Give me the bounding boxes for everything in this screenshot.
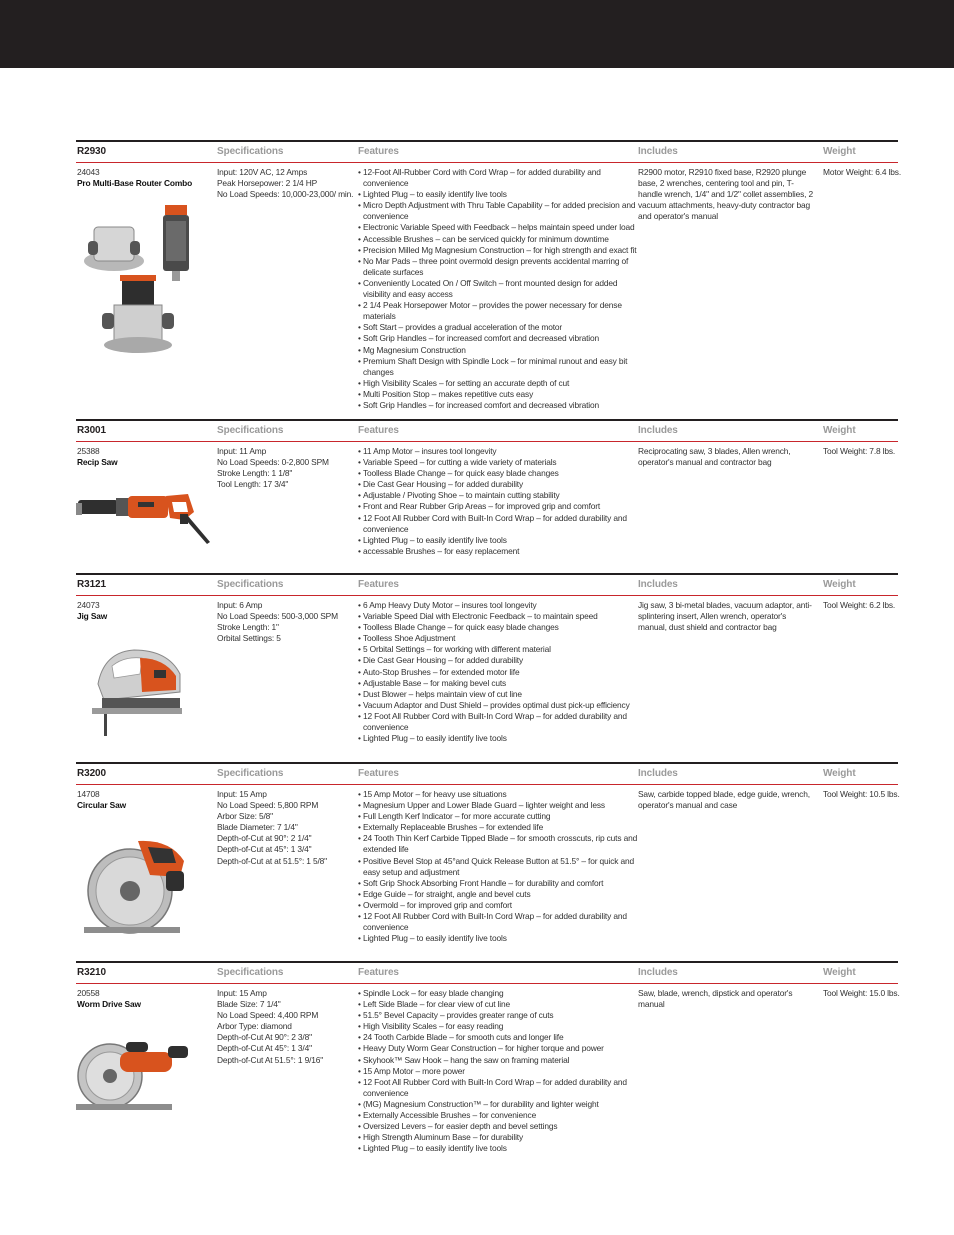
- feature-item: • Auto-Stop Brushes – for extended motor life: [358, 667, 643, 678]
- feature-item: • accessable Brushes – for easy replacement: [358, 546, 643, 557]
- feature-item: • Vacuum Adaptor and Dust Shield – provides optimal dust pick-up efficiency: [358, 700, 643, 711]
- feature-item: • 6 Amp Heavy Duty Motor – insures tool longevity: [358, 600, 643, 611]
- feature-item: • Multi Position Stop – makes repetitive cuts easy: [358, 389, 643, 400]
- features-heading: Features: [358, 425, 399, 436]
- section-header: [76, 140, 898, 163]
- feature-item: • No Mar Pads – three point overmold design prevents accidental marring of delicate surfaces: [358, 256, 643, 278]
- spec-item: Depth-of-Cut At 90°: 2 3/8": [217, 1032, 312, 1043]
- feature-item: • Toolless Blade Change – for quick easy blade changes: [358, 622, 643, 633]
- product-section-r3200: [76, 762, 900, 944]
- feature-item: • Variable Speed – for cutting a wide variety of materials: [358, 457, 643, 468]
- product-section-r3001: [76, 419, 898, 556]
- feature-item: • Toolless Blade Change – for quick easy blade changes: [358, 468, 643, 479]
- feature-item: • Oversized Levers – for easier depth and bevel settings: [358, 1121, 643, 1132]
- product-name: Jig Saw: [77, 611, 108, 622]
- spec-item: No Load Speeds: 0-2,800 SPM: [217, 457, 329, 468]
- spec-item: Tool Length: 17 3/4": [217, 479, 289, 490]
- spec-item: No Load Speed: 5,800 RPM: [217, 800, 319, 811]
- feature-item: • Toolless Shoe Adjustment: [358, 633, 643, 644]
- feature-item: • Conveniently Located On / Off Switch – front mounted design for added visibility and easy access: [358, 278, 643, 300]
- features-heading: Features: [358, 146, 399, 157]
- feature-item: • Electronic Variable Speed with Feedback – helps maintain speed under load: [358, 222, 643, 233]
- model-number: R3001: [77, 425, 106, 436]
- worm-drive-saw-image: [76, 1032, 192, 1114]
- feature-item: • Full Length Kerf Indicator – for more accurate cutting: [358, 811, 643, 822]
- product-name: Circular Saw: [77, 800, 126, 811]
- spec-item: No Load Speeds: 500-3,000 SPM: [217, 611, 338, 622]
- feature-item: • Overmold – for improved grip and comfort: [358, 900, 643, 911]
- features-list: [358, 167, 643, 411]
- section-header: [76, 419, 898, 442]
- feature-item: • 12 Foot All Rubber Cord with Built-In Cord Wrap – for added durability and convenience: [358, 911, 643, 933]
- spec-item: Orbital Settings: 5: [217, 633, 281, 644]
- feature-item: • 12 Foot All Rubber Cord with Built-In Cord Wrap – for added durability and convenience: [358, 1077, 643, 1099]
- model-number: R2930: [77, 146, 106, 157]
- includes-heading: Includes: [638, 768, 678, 779]
- feature-item: • Soft Grip Shock Absorbing Front Handle – for durability and comfort: [358, 878, 643, 889]
- spec-item: Depth-of-Cut At 51.5°: 1 9/16": [217, 1054, 324, 1065]
- weight-heading: Weight: [823, 425, 856, 436]
- includes-text: Saw, blade, wrench, dipstick and operator's manual: [638, 988, 793, 1010]
- product-section-r2930: [76, 140, 902, 410]
- specifications-list: [217, 167, 355, 200]
- product-id-column: [77, 600, 212, 622]
- router-combo-image: [80, 201, 198, 361]
- spec-item: Stroke Length: 1": [217, 622, 279, 633]
- section-header: [76, 961, 898, 984]
- jig-saw-image: [84, 644, 188, 738]
- weight-text: Tool Weight: 15.0 lbs.: [823, 988, 900, 998]
- specifications-heading: Specifications: [217, 967, 284, 978]
- feature-item: • Front and Rear Rubber Grip Areas – for improved grip and comfort: [358, 501, 643, 512]
- product-id-column: [77, 988, 212, 1010]
- circular-saw-image: [80, 831, 192, 943]
- spec-item: Input: 120V AC, 12 Amps: [217, 167, 308, 177]
- weight-heading: Weight: [823, 967, 856, 978]
- feature-item: • Adjustable / Pivoting Shoe – to maintain cutting stability: [358, 490, 643, 501]
- feature-item: • Precision Milled Mg Magnesium Construction – for high strength and exact fit: [358, 245, 643, 256]
- feature-item: • Variable Speed Dial with Electronic Feedback – to maintain speed: [358, 611, 643, 622]
- spec-item: Peak Horsepower: 2 1/4 HP: [217, 178, 318, 189]
- feature-item: • 51.5° Bevel Capacity – provides greater range of cuts: [358, 1010, 643, 1021]
- includes-heading: Includes: [638, 967, 678, 978]
- features-heading: Features: [358, 579, 399, 590]
- feature-item: • 15 Amp Motor – more power: [358, 1066, 643, 1077]
- feature-item: • Spindle Lock – for easy blade changing: [358, 988, 643, 999]
- sku-number: 20558: [77, 988, 100, 998]
- feature-item: • High Visibility Scales – for easy reading: [358, 1021, 643, 1032]
- spec-item: Depth-of-Cut at at 51.5°: 1 5/8": [217, 855, 327, 866]
- model-number: R3200: [77, 768, 106, 779]
- weight-text: Tool Weight: 6.2 lbs.: [823, 600, 896, 610]
- product-id-column: [77, 167, 212, 189]
- specifications-heading: Specifications: [217, 425, 284, 436]
- weight-text: Tool Weight: 7.8 lbs.: [823, 446, 896, 456]
- model-number: R3121: [77, 579, 106, 590]
- product-section-r3210: [76, 961, 900, 1154]
- product-name: Recip Saw: [77, 457, 118, 468]
- spec-item: Input: 11 Amp: [217, 446, 267, 456]
- feature-item: • Die Cast Gear Housing – for added durability: [358, 655, 643, 666]
- spec-item: Depth-of-Cut at 90°: 2 1/4": [217, 833, 312, 844]
- feature-item: • Premium Shaft Design with Spindle Lock – for minimal runout and easy bit changes: [358, 356, 643, 378]
- sku-number: 24043: [77, 167, 100, 177]
- includes-heading: Includes: [638, 579, 678, 590]
- feature-item: • Adjustable Base – for making bevel cuts: [358, 678, 643, 689]
- feature-item: • Left Side Blade – for clear view of cut line: [358, 999, 643, 1010]
- specifications-list: [217, 446, 355, 490]
- feature-item: • Dust Blower – helps maintain view of cut line: [358, 689, 643, 700]
- model-number: R3210: [77, 967, 106, 978]
- feature-item: • Lighted Plug – to easily identify live tools: [358, 535, 643, 546]
- features-heading: Features: [358, 768, 399, 779]
- spec-item: Input: 15 Amp: [217, 988, 267, 998]
- feature-item: • 5 Orbital Settings – for working with different material: [358, 644, 643, 655]
- feature-item: • Micro Depth Adjustment with Thru Table Capability – for added precision and convenience: [358, 200, 643, 222]
- sku-number: 25388: [77, 446, 100, 456]
- includes-heading: Includes: [638, 146, 678, 157]
- feature-item: • Heavy Duty Worm Gear Construction – for higher torque and power: [358, 1043, 643, 1054]
- features-list: [358, 446, 643, 557]
- feature-item: • (MG) Magnesium Construction™ – for durability and lighter weight: [358, 1099, 643, 1110]
- includes-text: Reciprocating saw, 3 blades, Allen wrench, operator's manual and contractor bag: [638, 446, 791, 468]
- sku-number: 14708: [77, 789, 100, 799]
- section-header: [76, 762, 898, 785]
- feature-item: • 12-Foot All-Rubber Cord with Cord Wrap – for added durability and convenience: [358, 167, 643, 189]
- spec-item: Depth-of-Cut At 45°: 1 3/4": [217, 1043, 312, 1054]
- feature-item: • Externally Accessible Brushes – for convenience: [358, 1110, 643, 1121]
- feature-item: • Lighted Plug – to easily identify live tools: [358, 733, 643, 744]
- spec-item: Arbor Type: diamond: [217, 1021, 292, 1032]
- product-name: Pro Multi-Base Router Combo: [77, 178, 193, 189]
- spec-item: Input: 6 Amp: [217, 600, 263, 610]
- spec-item: Depth-of-Cut at 45°: 1 3/4": [217, 844, 312, 855]
- feature-item: • Lighted Plug – to easily identify live tools: [358, 1143, 643, 1154]
- includes-text: R2900 motor, R2910 fixed base, R2920 plunge base, 2 wrenches, centering tool and pin, T-handle wrench, 1/4" and 1/2" collet assemblies, 2 vacuum attachments, heavy-duty contractor bag and operator's manual: [638, 167, 814, 222]
- feature-item: • Magnesium Upper and Lower Blade Guard – lighter weight and less: [358, 800, 643, 811]
- feature-item: • Soft Start – provides a gradual acceleration of the motor: [358, 322, 643, 333]
- recip-saw-image: [76, 490, 214, 552]
- features-list: [358, 988, 643, 1154]
- features-list: [358, 789, 643, 944]
- specifications-heading: Specifications: [217, 768, 284, 779]
- feature-item: • 24 Tooth Thin Kerf Carbide Tipped Blade – for smooth crosscuts, rip cuts and extended life: [358, 833, 643, 855]
- feature-item: • Lighted Plug – to easily identify live tools: [358, 189, 643, 200]
- specifications-heading: Specifications: [217, 146, 284, 157]
- feature-item: • 2 1/4 Peak Horsepower Motor – provides the power necessary for dense materials: [358, 300, 643, 322]
- specifications-list: [217, 600, 355, 644]
- product-name: Worm Drive Saw: [77, 999, 141, 1010]
- specifications-list: [217, 789, 355, 867]
- sku-number: 24073: [77, 600, 100, 610]
- feature-item: • 12 Foot All Rubber Cord with Built-In Cord Wrap – for added durability and convenience: [358, 513, 643, 535]
- feature-item: • Lighted Plug – to easily identify live tools: [358, 933, 643, 944]
- spec-item: Blade Diameter: 7 1/4": [217, 822, 298, 833]
- feature-item: • Externally Replaceable Brushes – for extended life: [358, 822, 643, 833]
- product-section-r3121: [76, 573, 898, 744]
- spec-item: No Load Speed: 4,400 RPM: [217, 1010, 319, 1021]
- feature-item: • Die Cast Gear Housing – for added durability: [358, 479, 643, 490]
- feature-item: • High Strength Aluminum Base – for durability: [358, 1132, 643, 1143]
- feature-item: • 12 Foot All Rubber Cord with Built-In Cord Wrap – for added durability and convenience: [358, 711, 643, 733]
- spec-item: Blade Size: 7 1/4": [217, 999, 281, 1010]
- feature-item: • Edge Guide – for straight, angle and bevel cuts: [358, 889, 643, 900]
- includes-text: Jig saw, 3 bi-metal blades, vacuum adaptor, anti-splintering insert, Allen wrench, operator's manual, dust shield and contractor bag: [638, 600, 812, 633]
- feature-item: • 24 Tooth Carbide Blade – for smooth cuts and longer life: [358, 1032, 643, 1043]
- product-id-column: [77, 446, 212, 468]
- specifications-heading: Specifications: [217, 579, 284, 590]
- feature-item: • Accessible Brushes – can be serviced quickly for minimum downtime: [358, 234, 643, 245]
- spec-item: Arbor Size: 5/8": [217, 811, 273, 822]
- weight-heading: Weight: [823, 146, 856, 157]
- weight-text: Tool Weight: 10.5 lbs.: [823, 789, 900, 799]
- product-id-column: [77, 789, 212, 811]
- feature-item: • Skyhook™ Saw Hook – hang the saw on framing material: [358, 1055, 643, 1066]
- feature-item: • High Visibility Scales – for setting an accurate depth of cut: [358, 378, 643, 389]
- feature-item: • Mg Magnesium Construction: [358, 345, 643, 356]
- top-banner: [0, 0, 954, 68]
- feature-item: • 15 Amp Motor – for heavy use situations: [358, 789, 643, 800]
- section-header: [76, 573, 898, 596]
- spec-item: Input: 15 Amp: [217, 789, 267, 799]
- includes-text: Saw, carbide topped blade, edge guide, wrench, operator's manual and case: [638, 789, 810, 811]
- includes-heading: Includes: [638, 425, 678, 436]
- weight-heading: Weight: [823, 768, 856, 779]
- specifications-list: [217, 988, 355, 1066]
- features-heading: Features: [358, 967, 399, 978]
- weight-text: Motor Weight: 6.4 lbs.: [823, 167, 902, 177]
- feature-item: • Positive Bevel Stop at 45°and Quick Release Button at 51.5° – for quick and easy setup and adjustment: [358, 856, 643, 878]
- feature-item: • Soft Grip Handles – for increased comfort and decreased vibration: [358, 400, 643, 411]
- feature-item: • 11 Amp Motor – insures tool longevity: [358, 446, 643, 457]
- feature-item: • Soft Grip Handles – for increased comfort and decreased vibration: [358, 333, 643, 344]
- features-list: [358, 600, 643, 744]
- spec-item: No Load Speeds: 10,000-23,000/ min.: [217, 189, 354, 200]
- weight-heading: Weight: [823, 579, 856, 590]
- spec-item: Stroke Length: 1 1/8": [217, 468, 293, 479]
